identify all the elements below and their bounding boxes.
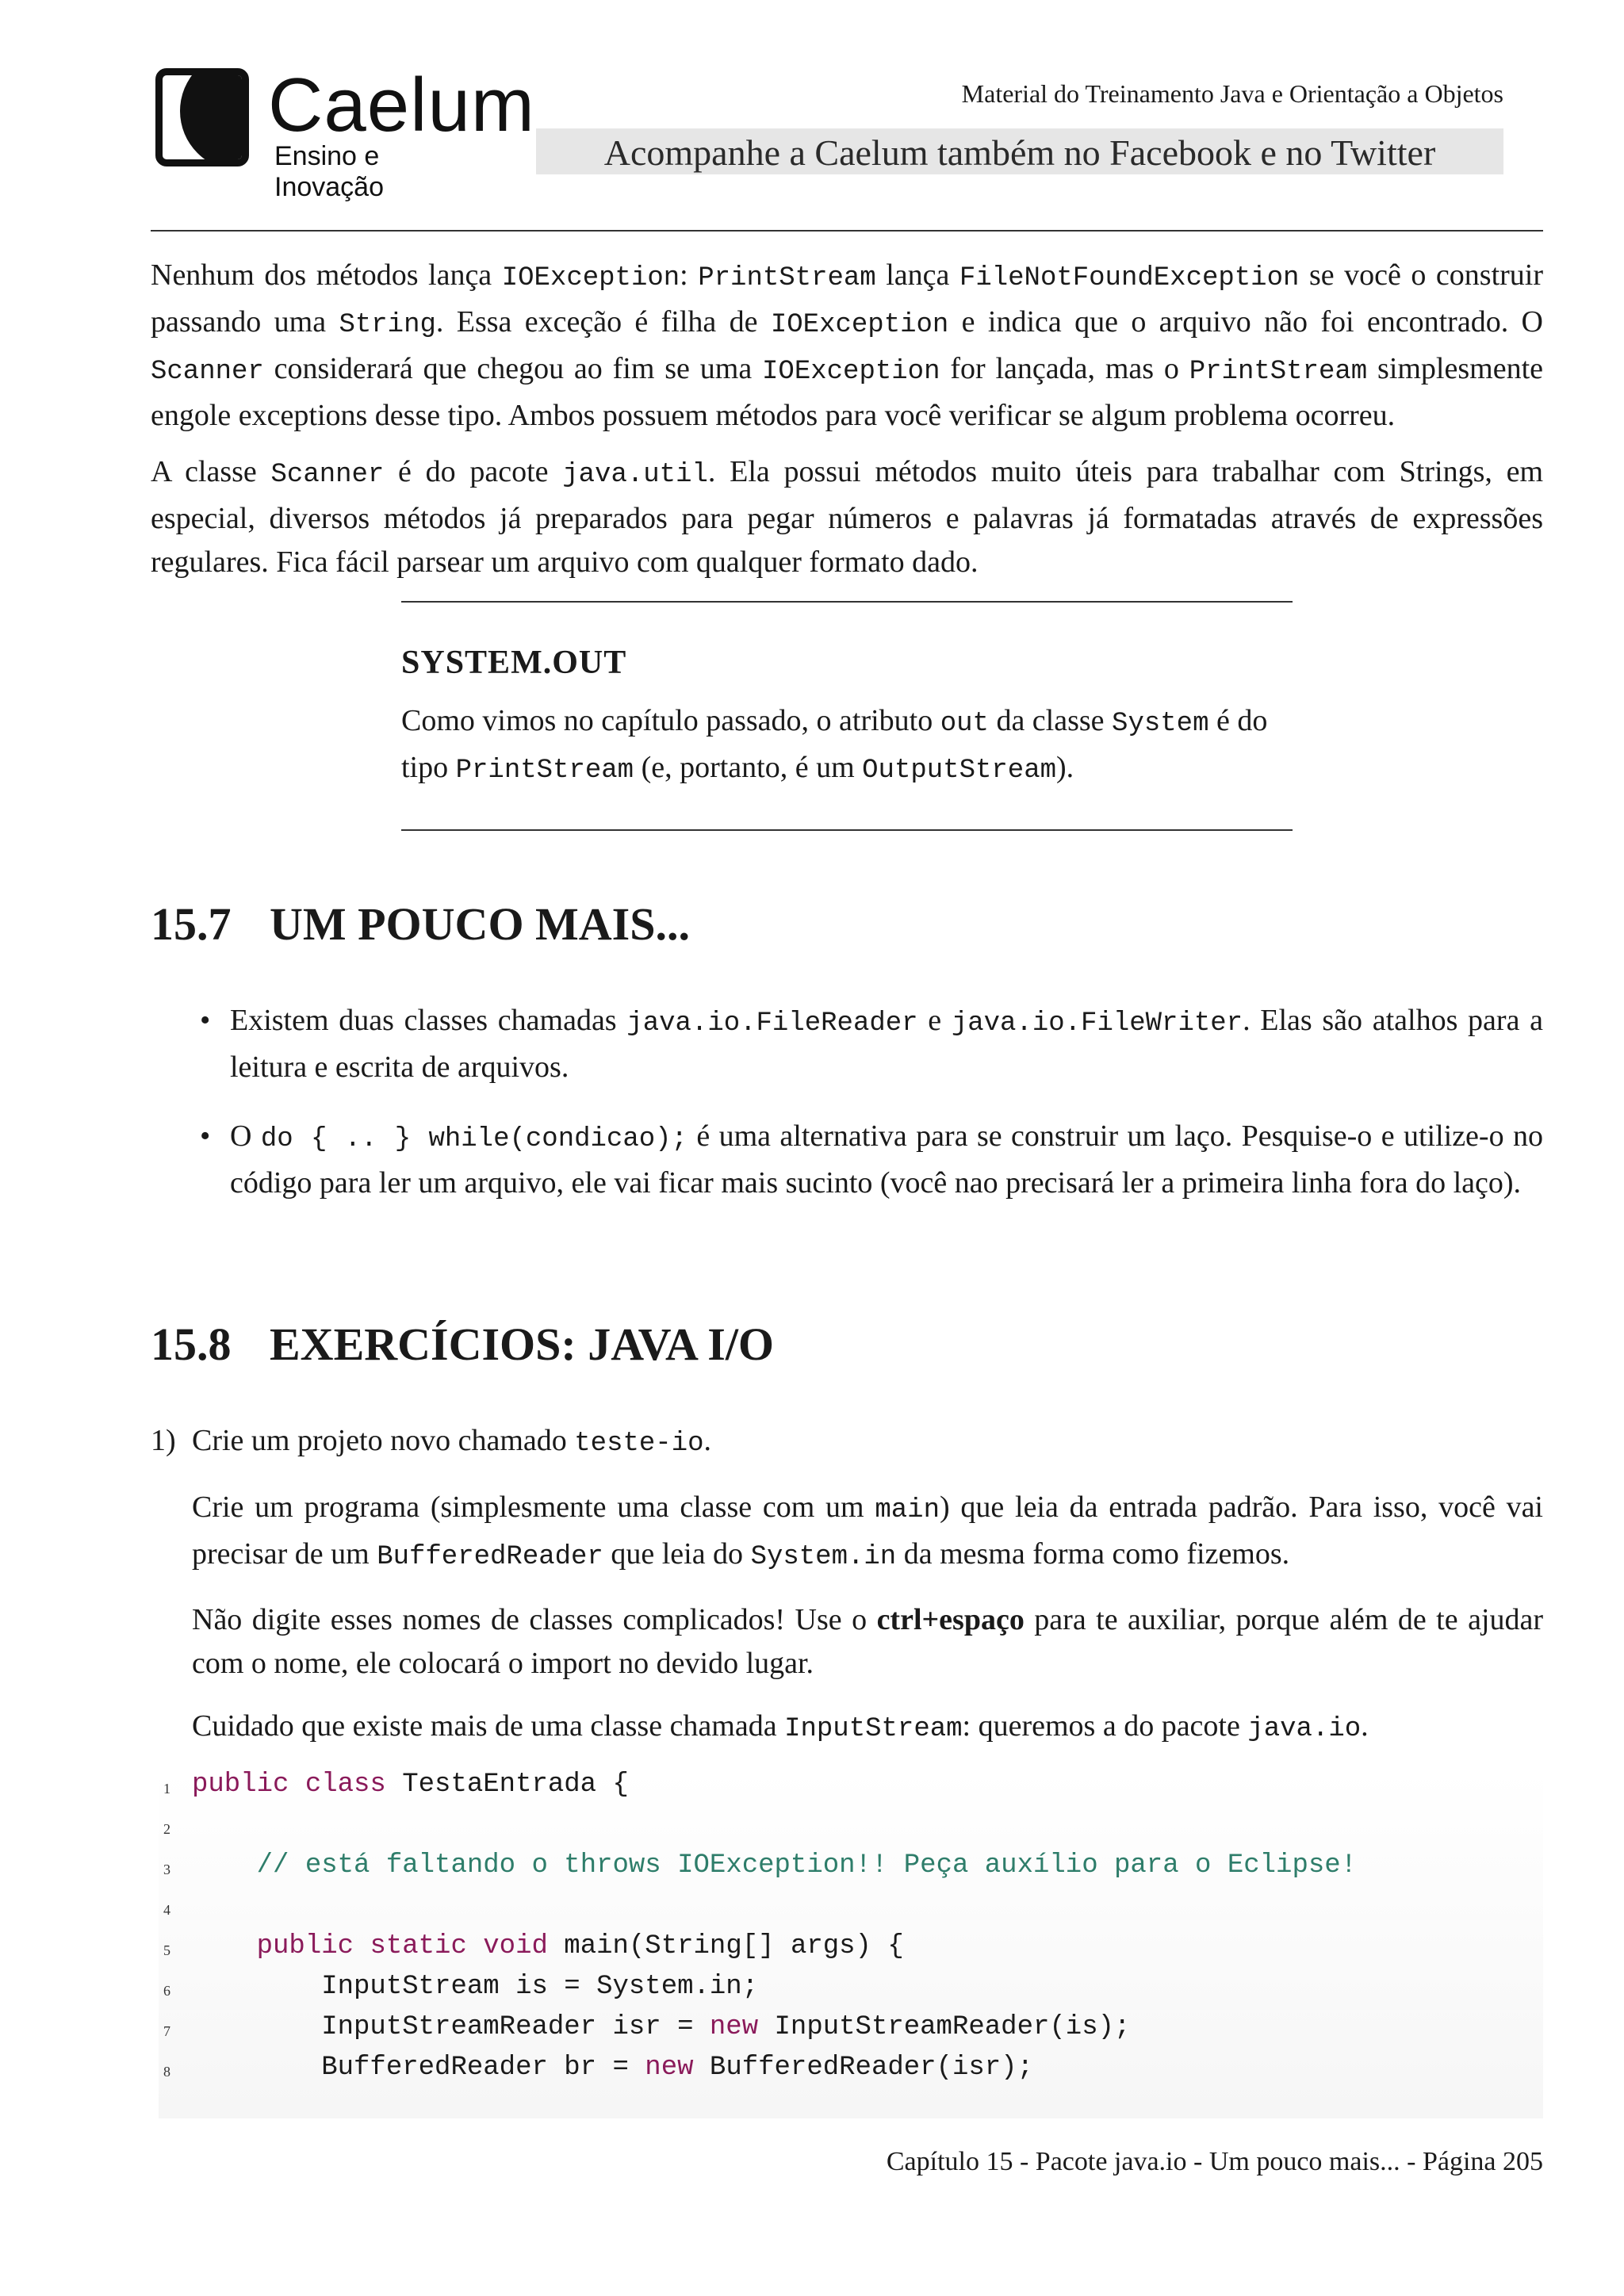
caelum-logo-icon: ✱: [155, 68, 249, 166]
line-number: 6: [163, 1983, 170, 1999]
paragraph-exceptions: Nenhum dos métodos lança IOException: PrintStream lança FileNotFoundException se você o construir passando uma String. Essa exceção é filha de IOException e indica que o arquivo não foi encontrado. O Scanner considerará que chegou ao fim se uma IOException for lançada, mas o PrintStream simplesmente engole exceptions desse tipo. Ambos possuem métodos para você verificar se algum problema ocorreu.: [151, 258, 1544, 432]
exercise-paragraph-autocomplete: Não digite esses nomes de classes complicados! Use o ctrl+espaço para te auxiliar, porque além de te ajudar com o nome, ele colocará o import no devido lugar.: [192, 1603, 1544, 1680]
section-number: 15.8: [151, 1318, 232, 1370]
line-number: 2: [163, 1821, 170, 1837]
section-heading-15-7: [151, 897, 690, 951]
box-text: Como vimos no capítulo passado, o atributo out da classe System é do tipo PrintStream (e, portanto, é um OutputStream).: [401, 704, 1268, 786]
list-item: • O do { .. } while(condicao); é uma alternativa para se construir um laço. Pesquise-o e utilize-o no código para ler um arquivo, ele vai ficar mais sucinto (você nao precisará ler a primeira linha fora do laço).: [151, 1115, 1543, 1205]
bullet-list: [151, 999, 1543, 1230]
section-number: 15.7: [151, 898, 232, 950]
bullet-icon: •: [200, 1119, 211, 1153]
header-material-title: Material do Treinamento Java e Orientação a Objetos: [961, 79, 1503, 108]
section-title: UM POUCO MAIS...: [270, 898, 691, 950]
exercise-paragraph-main: Crie um programa (simplesmente uma classe com um main) que leia da entrada padrão. Para isso, você vai precisar de um BufferedReader que leia do System.in da mesma forma como fizemos.: [192, 1490, 1543, 1572]
exercise-line-1: Crie um projeto novo chamado teste-io.: [192, 1424, 712, 1459]
box-top-rule: [401, 601, 1293, 603]
bullet-icon: •: [200, 1004, 211, 1037]
line-number: 4: [163, 1902, 170, 1918]
exercise-paragraph-inputstream: Cuidado que existe mais de uma classe chamada InputStream: queremos a do pacote java.io.: [192, 1709, 1369, 1744]
line-number: 1: [163, 1781, 170, 1797]
line-number: 5: [163, 1942, 170, 1958]
section-title: EXERCÍCIOS: JAVA I/O: [270, 1318, 775, 1370]
system-out-box: [401, 601, 1293, 831]
section-heading-15-8: [151, 1318, 774, 1371]
logo-tagline: Ensino e Inovação: [274, 141, 384, 202]
code-listing: 1 public class TestaEntrada { 2 3 // está faltando o throws IOException!! Peça auxílio para o Eclipse! 4 5 public static void main(String[] args) { 6 InputStream is = System.in; 7 InputStreamReader isr = new InputStreamReader(is); 8 BufferedReader br = new BufferedReader(isr);: [159, 1770, 1543, 2118]
caelum-logo: [155, 63, 535, 202]
line-number: 8: [163, 2064, 170, 2080]
line-number: 7: [163, 2023, 170, 2039]
box-bottom-rule: [401, 829, 1293, 831]
paragraph-scanner: A classe Scanner é do pacote java.util. Ela possui métodos muito úteis para trabalhar com Strings, em especial, diversos métodos já preparados para pegar números e palavras já formatadas através de expressões regulares. Fica fácil parsear um arquivo com qualquer formato dado.: [151, 455, 1543, 579]
box-title: SYSTEM.OUT: [401, 645, 627, 681]
page-footer: Capítulo 15 - Pacote java.io - Um pouco mais... - Página 205: [886, 2147, 1543, 2176]
logo-name: Caelum: [268, 63, 535, 147]
list-item: • Existem duas classes chamadas java.io.FileReader e java.io.FileWriter. Elas são atalhos para a leitura e escrita de arquivos.: [151, 999, 1543, 1089]
header-social-text: Acompanhe a Caelum também no Facebook e no Twitter: [603, 132, 1436, 173]
header-divider: [151, 230, 1543, 232]
line-number: 3: [163, 1862, 170, 1877]
header-social-bar: [536, 128, 1503, 174]
exercise-number: 1): [151, 1424, 176, 1457]
